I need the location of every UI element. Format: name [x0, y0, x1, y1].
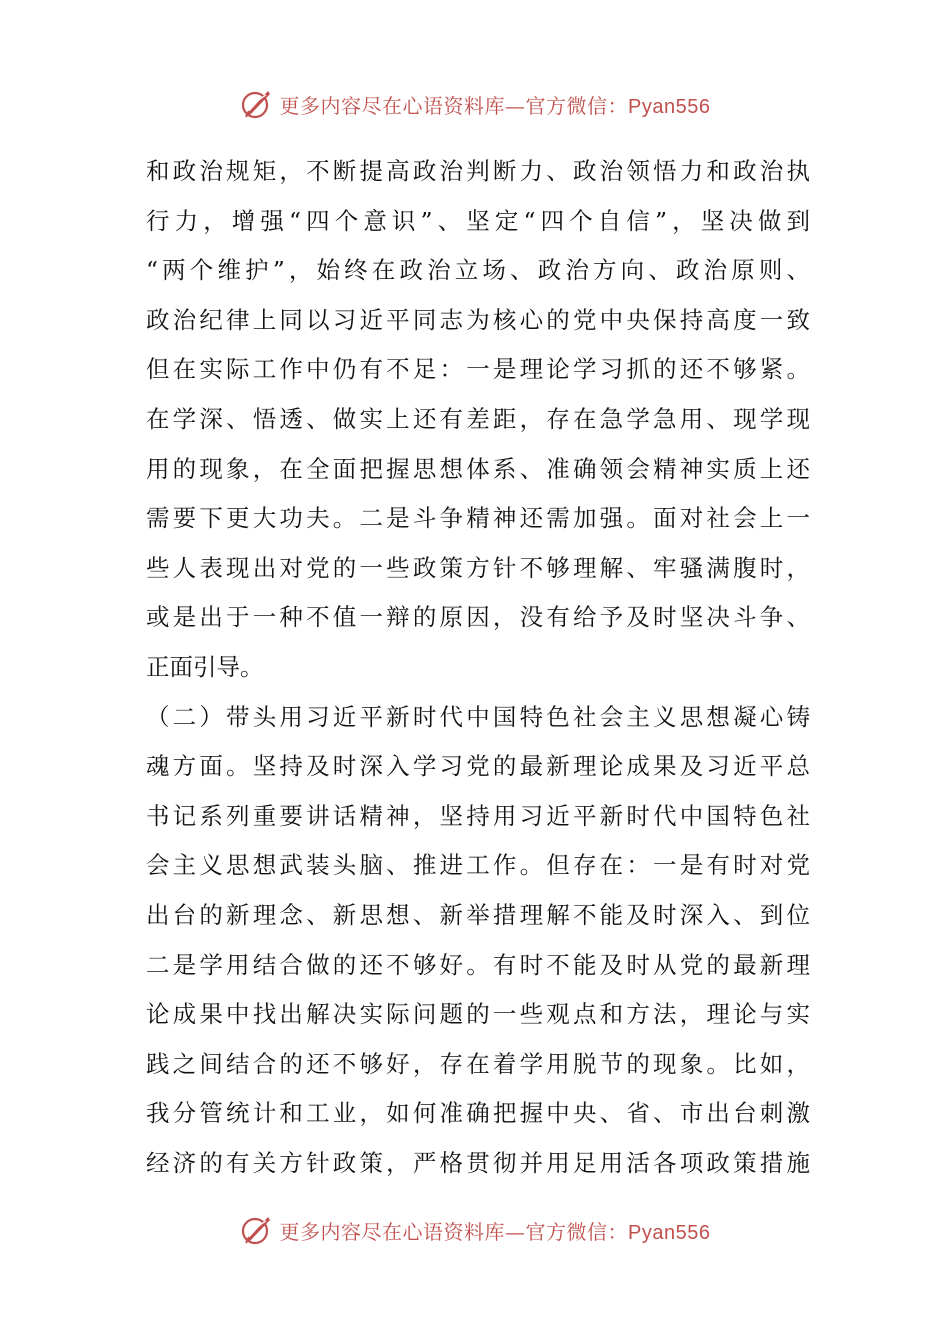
text-line: 出台的新理念、新思想、新举措理解不能及时深入、到位: [146, 900, 810, 929]
header-separator: —: [505, 93, 526, 118]
text-line: （二）带头用习近平新时代中国特色社会主义思想凝心铸: [146, 702, 810, 731]
text-line: 二是学用结合做的还不够好。有时不能及时从党的最新理: [146, 950, 810, 979]
text-line: 和政治规矩，不断提高政治判断力、政治领悟力和政治执: [146, 157, 810, 185]
footer-banner-text: [280, 1216, 711, 1245]
header-banner: [0, 82, 950, 126]
header-site-name: 更多内容尽在心语资料库: [279, 93, 506, 118]
text-line: 践之间结合的还不够好，存在着学用脱节的现象。比如，: [146, 1049, 810, 1078]
text-line: “两个维护”，始终在政治立场、政治方向、政治原则、: [146, 256, 810, 285]
document-body: [146, 147, 810, 1188]
text-line: 些人表现出对党的一些政策方针不够理解、牢骚满腹时，: [146, 553, 810, 582]
footer-wechat-label: 官方微信：: [525, 1219, 629, 1244]
text-line: 用的现象，在全面把握思想体系、准确领会精神实质上还: [146, 454, 810, 483]
header-wechat-id: Pyan556: [628, 95, 711, 118]
text-line: 行力，增强“四个意识”、坚定“四个自信”，坚决做到: [146, 206, 810, 235]
quill-logo-icon: [240, 87, 274, 121]
text-line: 政治纪律上同以习近平同志为核心的党中央保持高度一致: [146, 305, 810, 334]
text-line: 需要下更大功夫。二是斗争精神还需加强。面对社会上一: [146, 504, 810, 533]
text-line: 但在实际工作中仍有不足：一是理论学习抓的还不够紧。: [146, 355, 810, 384]
header-banner-text: [280, 90, 711, 119]
text-line: 论成果中找出解决实际问题的一些观点和方法，理论与实: [146, 1000, 810, 1029]
header-wechat-label: 官方微信：: [525, 93, 629, 118]
footer-wechat-id: Pyan556: [628, 1221, 711, 1244]
text-line: 我分管统计和工业，如何准确把握中央、省、市出台刺激: [146, 1099, 810, 1128]
text-line: 书记系列重要讲话精神，坚持用习近平新时代中国特色社: [146, 801, 810, 830]
quill-logo-icon: [240, 1213, 274, 1247]
text-line: 或是出于一种不值一辩的原因，没有给予及时坚决斗争、: [146, 603, 810, 632]
text-line: 在学深、悟透、做实上还有差距，存在急学急用、现学现: [146, 404, 810, 433]
text-line: 经济的有关方针政策，严格贯彻并用足用活各项政策措施: [146, 1148, 810, 1177]
text-line: 会主义思想武装头脑、推进工作。但存在：一是有时对党: [146, 851, 810, 880]
footer-banner: [0, 1208, 950, 1252]
footer-site-name: 更多内容尽在心语资料库: [279, 1219, 506, 1244]
footer-separator: —: [505, 1219, 526, 1244]
text-line: 正面引导。: [146, 652, 264, 681]
text-line: 魂方面。坚持及时深入学习党的最新理论成果及习近平总: [146, 752, 810, 781]
